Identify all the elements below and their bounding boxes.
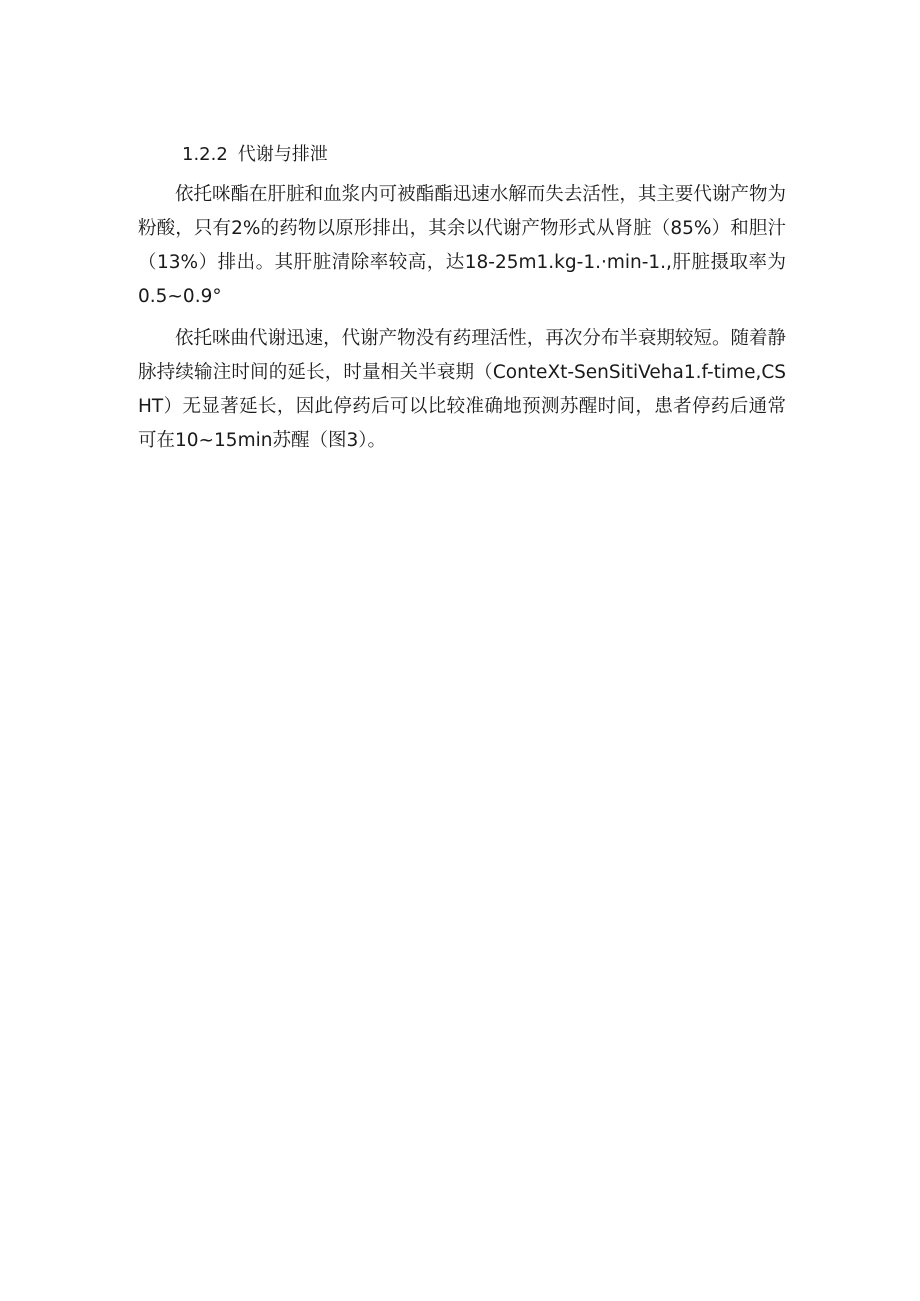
document-body [138,138,786,466]
section-title: 代谢与排泄 [237,144,328,165]
paragraph-metabolism: 依托咪酯在肝脏和血浆内可被酯酯迅速水解而失去活性，其主要代谢产物为粉酸，只有2%的药物以原形排出，其余以代谢产物形式从肾脏（85%）和胆汁（13%）排出。其肝脏清除率较高，达18-25m1.kg-1.·min-1.,肝脏摄取率为0.5~0.9° [138,184,786,307]
paragraph-recovery: 依托咪曲代谢迅速，代谢产物没有药理活性，再次分布半衰期较短。随着静脉持续输注时间的延长，时量相关半衰期（ConteXt-SenSitiVeha1.f-time,CSHT）无显著延长，因此停药后可以比较准确地预测苏醒时间，患者停药后通常可在10~15min苏醒（图3）。 [138,328,786,451]
section-heading [138,138,786,172]
section-number: 1.2.2 [182,144,228,165]
